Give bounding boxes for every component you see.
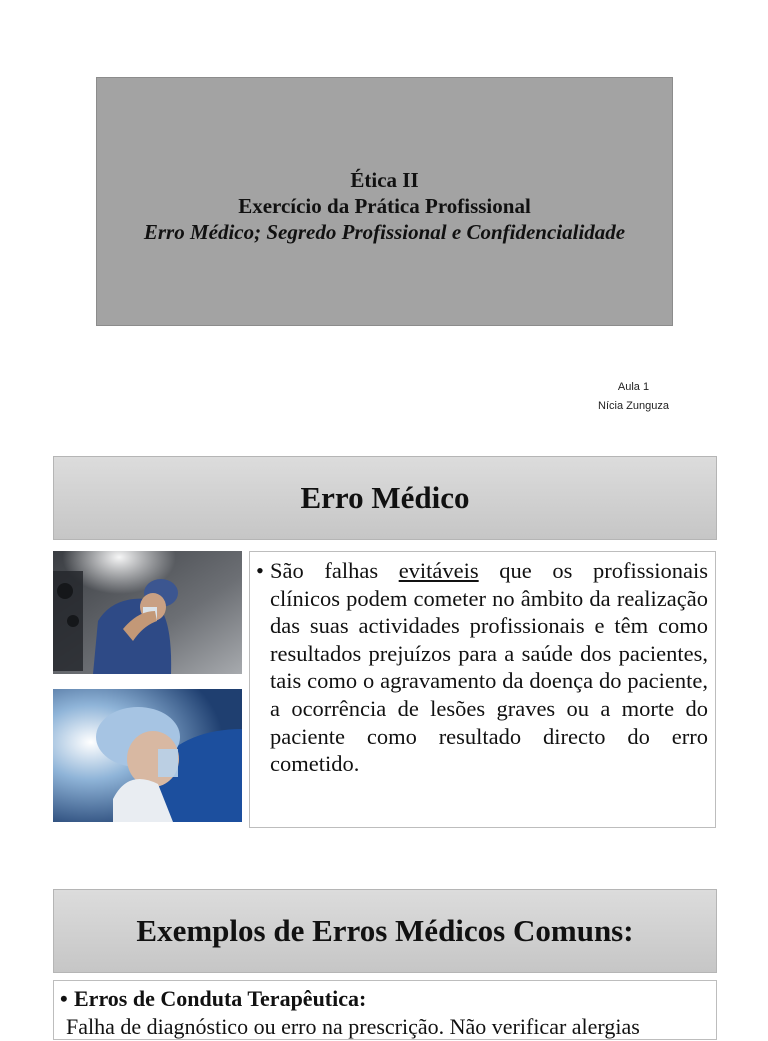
photo-distressed-surgeon-1 [53,551,242,674]
definition-text-start: São falhas [270,558,399,583]
example-item-detail: Falha de diagnóstico ou erro na prescrição. Não verificar alergias [66,1014,640,1039]
definition-paragraph [256,557,708,778]
lecture-number: Aula 1 [617,381,650,393]
examples-text-box [53,980,717,1040]
bullet-marker: • [256,558,264,583]
definition-text-rest: que os profissionais clínicos podem cometer no âmbito da realização das suas actividades profissionais e têm como resultados prejuízos para a saúde dos pacientes, tais como o agravamento da doença do paciente, a ocorrência de lesões graves ou a morte do paciente como resultado directo do erro cometido. [270,558,708,777]
lecture-topic: Erro Médico; Segredo Profissional e Confidencialidade [143,219,626,244]
bullet-marker: • [60,986,68,1011]
title-slide-box [96,77,673,326]
example-item-heading [60,985,710,1013]
author-name: Nícia Zunguza [598,400,669,412]
definition-underlined-word: evitáveis [398,558,479,583]
definition-text [270,557,708,778]
section-header-erro-medico: Erro Médico [53,456,717,540]
photo-distressed-surgeon-2 [53,689,242,822]
example-item-label: Erros de Conduta Terapêutica: [74,986,367,1011]
lecture-meta [560,378,707,416]
course-title: Ética II [350,167,419,192]
section-header-exemplos: Exemplos de Erros Médicos Comuns: [53,889,717,973]
course-subtitle: Exercício da Prática Profissional [238,193,531,218]
definition-text-box [249,551,716,828]
